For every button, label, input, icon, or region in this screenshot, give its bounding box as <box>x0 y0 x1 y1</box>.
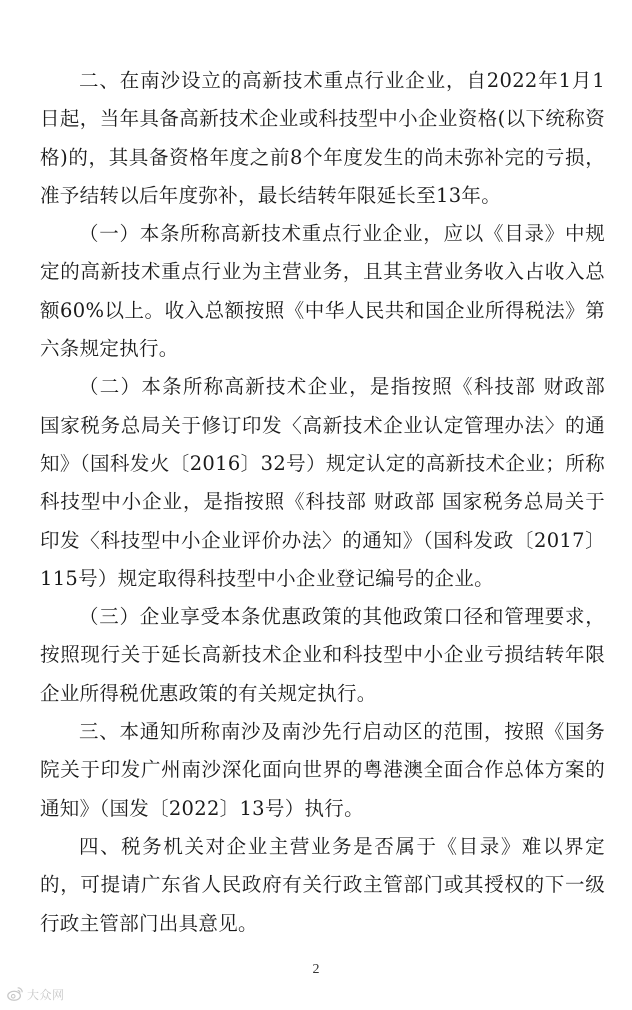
paragraph-item-three: （三）企业享受本条优惠政策的其他政策口径和管理要求，按照现行关于延长高新技术企业和科技型中小企业亏损结转年限企业所得税优惠政策的有关规定执行。 <box>40 605 605 705</box>
paragraph-item-one: （一）本条所称高新技术重点行业企业，应以《目录》中规定的高新技术重点行业为主营业务，且其主营业务收入占收入总额60%以上。收入总额按照《中华人民共和国企业所得税法》第六条规定执行。 <box>40 222 605 361</box>
paragraph-article-two: 二、在南沙设立的高新技术重点行业企业，自2022年1月1日起，当年具备高新技术企业或科技型中小企业资格(以下统称资格)的，其具备资格年度之前8个年度发生的尚未弥补完的亏损，准予结转以后年度弥补，最长结转年限延长至13年。 <box>40 69 605 207</box>
page-number: 2 <box>312 962 320 977</box>
paragraph-item-two: （二）本条所称高新技术企业，是指按照《科技部 财政部 国家税务总局关于修订印发〈高新技术企业认定管理办法〉的通知》（国科发火〔2016〕32号）规定认定的高新技术企业；所称科技型中小企业，是指按照《科技部 财政部 国家税务总局关于印发〈科技型中小企业评价办法〉的通知》（国科发政〔2017〕115号）规定取得科技型中小企业登记编号的企业。 <box>40 375 605 590</box>
watermark <box>6 984 65 1004</box>
weibo-logo-icon <box>6 985 24 1003</box>
watermark-text: 大众网 <box>27 987 65 1002</box>
paragraph-article-four: 四、税务机关对企业主营业务是否属于《目录》难以界定的，可提请广东省人民政府有关行政主管部门或其授权的下一级行政主管部门出具意见。 <box>40 834 605 935</box>
paragraph-article-three: 三、本通知所称南沙及南沙先行启动区的范围，按照《国务院关于印发广州南沙深化面向世界的粤港澳全面合作总体方案的通知》（国发〔2022〕13号）执行。 <box>40 720 605 820</box>
document-body <box>40 62 605 943</box>
